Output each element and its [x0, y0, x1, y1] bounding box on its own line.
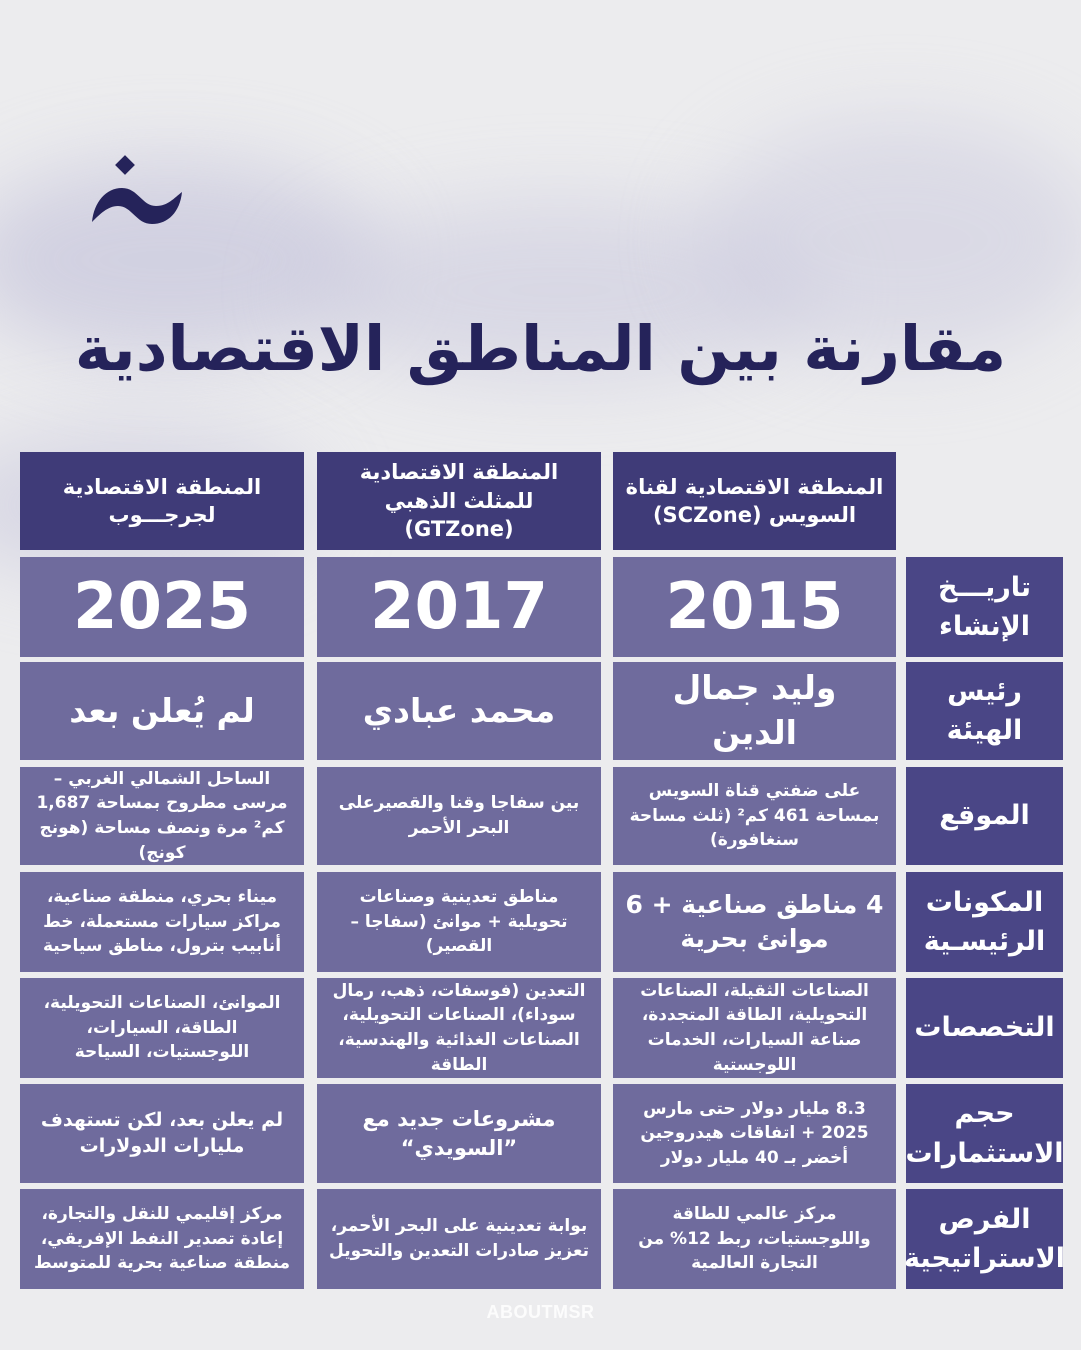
- cell-head-garjoub: لم يُعلن بعد: [20, 662, 304, 760]
- cell-specializations-sczone: الصناعات الثقيلة، الصناعات التحويلية، الطاقة المتجددة، صناعة السيارات، الخدمات اللوجستية: [613, 978, 896, 1078]
- cell-opportunities-garjoub: مركز إقليمي للنقل والتجارة، إعادة تصدير النفط الإفريقي، منطقة صناعية بحرية للمتوسط: [20, 1189, 304, 1289]
- cell-location-sczone: على ضفتي قناة السويس بمساحة 461 كم² (ثلث مساحة سنغافورة): [613, 767, 896, 865]
- cell-components-gtzone: مناطق تعدينية وصناعات تحويلية + موانئ (سفاجا – القصير): [317, 872, 601, 972]
- row-label-investments: حجم الاستثمارات: [906, 1084, 1063, 1183]
- row-label-authority-head: رئيس الهيئة: [906, 662, 1063, 760]
- column-header-gtzone: المنطقة الاقتصادية للمثلث الذهبي (GTZone): [317, 452, 601, 550]
- cell-opportunities-sczone: مركز عالمي للطاقة واللوجستيات، ربط 12% من التجارة العالمية: [613, 1189, 896, 1289]
- cell-components-sczone: 4 مناطق صناعية + 6 موانئ بحرية: [613, 872, 896, 972]
- cell-components-garjoub: ميناء بحري، منطقة صناعية، مراكز سيارات مستعملة، خط أنابيب بترول، مناطق سياحية: [20, 872, 304, 972]
- cell-opportunities-gtzone: بوابة تعدينية على البحر الأحمر، تعزيز صادرات التعدين والتحويل: [317, 1189, 601, 1289]
- cell-location-gtzone: بين سفاجا وقنا والقصيرعلى البحر الأحمر: [317, 767, 601, 865]
- row-label-location: الموقع: [906, 767, 1063, 865]
- cell-investments-garjoub: لم يعلن بعد، لكن تستهدف مليارات الدولارات: [20, 1084, 304, 1183]
- row-label-specializations: التخصصات: [906, 978, 1063, 1078]
- cell-investments-gtzone: مشروعات جديد مع ”السويدي“: [317, 1084, 601, 1183]
- row-label-opportunities: الفرص الاستراتيجية: [906, 1189, 1063, 1289]
- cell-founding-gtzone: 2017: [317, 557, 601, 657]
- cell-head-sczone: وليد جمال الدين: [613, 662, 896, 760]
- footer-watermark: ABOUTMSR: [486, 1302, 595, 1322]
- row-label-founding-date: تاريـــخ الإنشاء: [906, 557, 1063, 657]
- cell-founding-garjoub: 2025: [20, 557, 304, 657]
- cell-head-gtzone: محمد عبادي: [317, 662, 601, 760]
- cell-specializations-gtzone: التعدين (فوسفات، ذهب، رمال سوداء)، الصناعات التحويلية، الصناعات الغذائية والهندسية، الطاقة: [317, 978, 601, 1078]
- row-label-components: المكونات الرئيسـية: [906, 872, 1063, 972]
- cell-specializations-garjoub: الموانئ، الصناعات التحويلية، الطاقة، السيارات، اللوجستيات، السياحة: [20, 978, 304, 1078]
- cell-location-garjoub: الساحل الشمالي الغربي – مرسى مطروح بمساحة 1,687 كم² مرة ونصف مساحة (هونج كونج): [20, 767, 304, 865]
- brand-logo-icon: [84, 150, 194, 240]
- cell-founding-sczone: 2015: [613, 557, 896, 657]
- cell-investments-sczone: 8.3 مليار دولار حتى مارس 2025 + اتفاقات هيدروجين أخضر بـ 40 مليار دولار: [613, 1084, 896, 1183]
- column-header-sczone: المنطقة الاقتصادية لقناة السويس (SCZone): [613, 452, 896, 550]
- column-header-garjoub: المنطقة الاقتصادية لجرجـــوب: [20, 452, 304, 550]
- page-title: مقارنة بين المناطق الاقتصادية: [74, 312, 1007, 385]
